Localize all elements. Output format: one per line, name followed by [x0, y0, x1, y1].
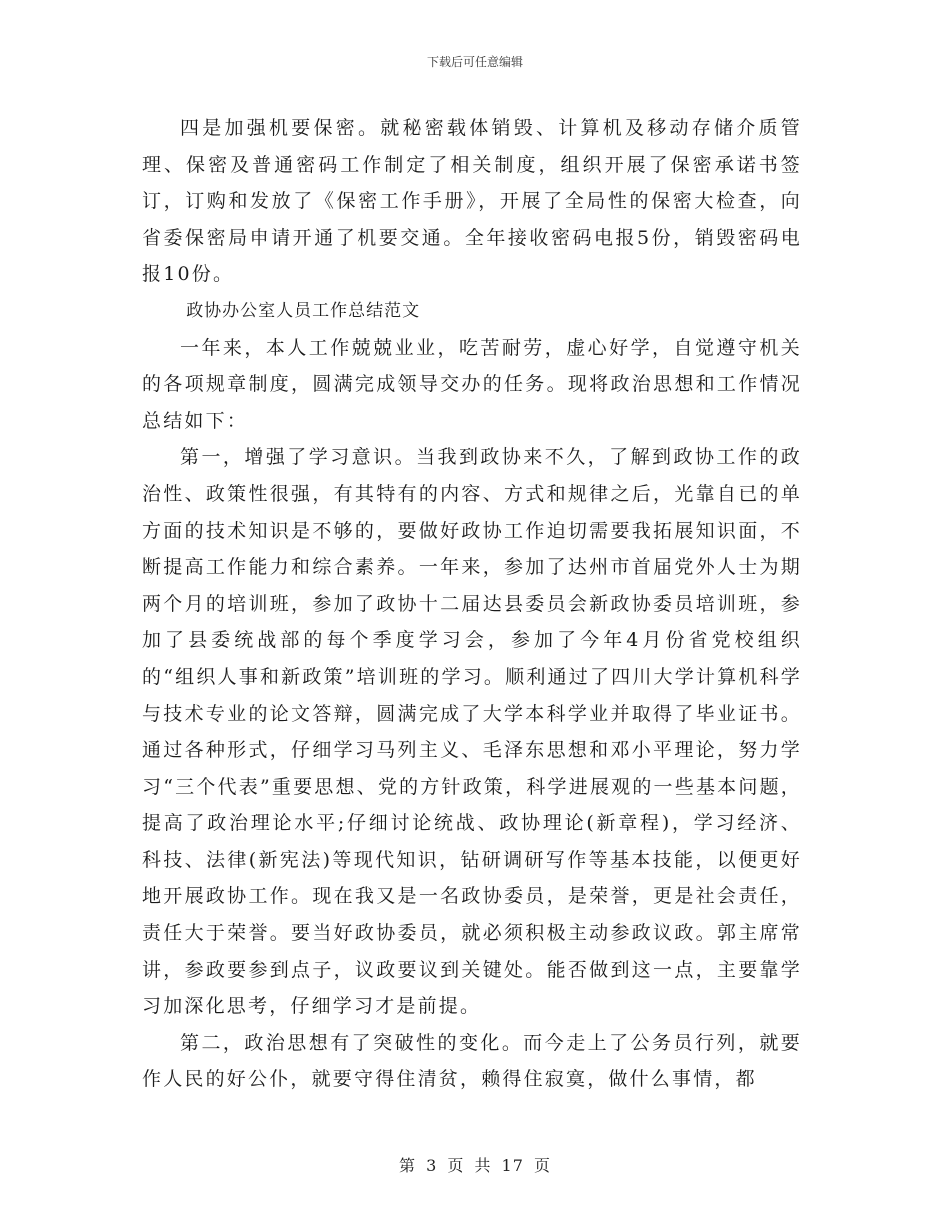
- paragraph-first-point: 第一，增强了学习意识。当我到政协来不久，了解到政协工作的政治性、政策性很强，有其特有的内容、方式和规律之后，光靠自已的单方面的技术知识是不够的，要做好政协工作迫切需要我拓展知识面，不断提高工作能力和综合素养。一年来，参加了达州市首届党外人士为期两个月的培训班，参加了政协十二届达县委员会新政协委员培训班，参加了县委统战部的每个季度学习会，参加了今年4月份省党校组织的“组织人事和新政策”培训班的学习。顺利通过了四川大学计算机科学与技术专业的论文答辩，圆满完成了大学本科学业并取得了毕业证书。通过各种形式，仔细学习马列主义、毛泽东思想和邓小平理论，努力学习“三个代表”重要思想、党的方针政策，科学进展观的一些基本问题，提高了政治理论水平;仔细讨论统战、政协理论(新章程)，学习经济、科技、法律(新宪法)等现代知识，钻研调研写作等基本技能，以便更好地开展政协工作。现在我又是一名政协委员，是荣誉，更是社会责任，责任大于荣誉。要当好政协委员，就必须积极主动参政议政。郭主席常讲，参政要参到点子，议政要议到关键处。能否做到这一点，主要靠学习加深化思考，仔细学习才是前提。: [142, 446, 802, 1018]
- page-number: 第 3 页 共 17 页: [399, 1156, 551, 1175]
- paragraph-intro: 一年来，本人工作兢兢业业，吃苦耐劳，虚心好学，自觉遵守机关的各项规章制度，圆满完成领导交办的任务。现将政治思想和工作情况总结如下：: [142, 336, 802, 432]
- page-header-note: 下载后可任意编辑: [426, 55, 523, 69]
- paragraph-second-point: 第二，政治思想有了突破性的变化。而今走上了公务员行列，就要作人民的好公仆，就要守得住清贫，赖得住寂寞，做什么事情，都: [142, 1031, 802, 1091]
- section-heading: 政协办公室人员工作总结范文: [186, 300, 421, 321]
- paragraph-confidentiality: 四是加强机要保密。就秘密载体销毁、计算机及移动存储介质管理、保密及普通密码工作制定了相关制度，组织开展了保密承诺书签订，订购和发放了《保密工作手册》，开展了全局性的保密大检查，向省委保密局申请开通了机要交通。全年接收密码电报5份，销毁密码电报10份。: [142, 117, 802, 286]
- document-body: [142, 110, 802, 1098]
